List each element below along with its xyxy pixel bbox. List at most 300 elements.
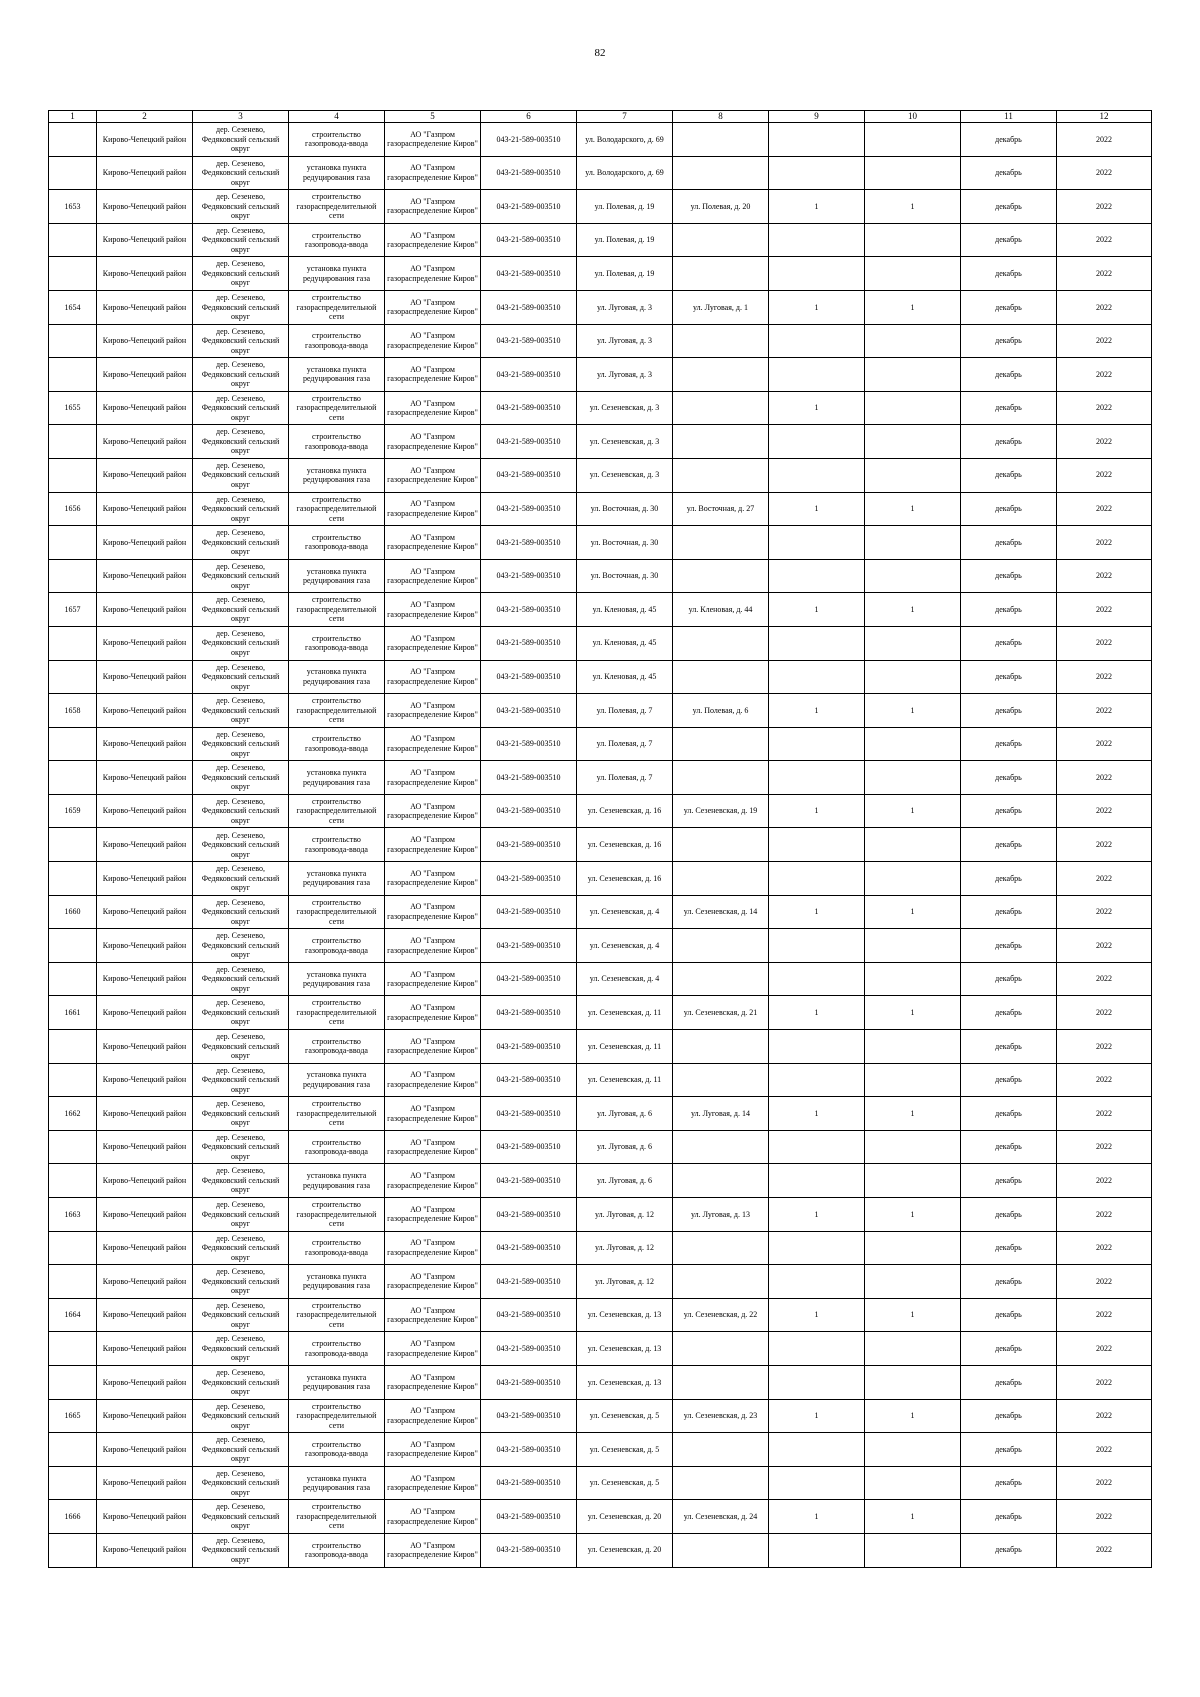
locality-cell [193, 1097, 289, 1131]
address-cell-text: ул. Сезеневская, д. 5 [589, 1411, 660, 1421]
district-cell-text: Кирово-Чепецкий район [102, 201, 187, 211]
row-number-cell-text: 1656 [64, 504, 81, 514]
month-cell [961, 358, 1057, 392]
organization-cell [385, 559, 481, 593]
address-cell-text: ул. Сезеневская, д. 3 [589, 436, 660, 446]
row-number-cell-text: 1653 [64, 201, 81, 211]
year-cell [1057, 593, 1152, 627]
work-type-cell-text: строительство газораспределительной сети [296, 796, 377, 825]
month-cell [961, 223, 1057, 257]
organization-cell [385, 828, 481, 862]
year-cell-text: 2022 [1096, 369, 1112, 379]
month-cell-text: декабрь [995, 1075, 1022, 1085]
column-header: 8 [673, 111, 769, 123]
locality-cell [193, 190, 289, 224]
month-cell [961, 1466, 1057, 1500]
address-cell [577, 727, 673, 761]
table-row [49, 895, 1152, 929]
work-type-cell-text: строительство газопровода-ввода [305, 835, 368, 854]
district-cell-text: Кирово-Чепецкий район [102, 604, 187, 614]
column-9-cell-text: 1 [814, 1310, 819, 1320]
district-cell [97, 929, 193, 963]
locality-cell [193, 1332, 289, 1366]
year-cell-text: 2022 [1096, 1377, 1112, 1387]
work-type-cell [289, 290, 385, 324]
column-10-cell-text: 1 [910, 806, 915, 816]
row-number-cell [49, 862, 97, 896]
address-cell-text: ул. Кленовая, д. 45 [592, 604, 657, 614]
district-cell-text: Кирово-Чепецкий район [102, 1209, 187, 1219]
code-cell-text: 043-21-589-003510 [496, 1108, 561, 1118]
month-cell [961, 862, 1057, 896]
row-number-cell [49, 559, 97, 593]
column-10-cell [865, 828, 961, 862]
district-cell-text: Кирово-Чепецкий район [102, 940, 187, 950]
month-cell [961, 1231, 1057, 1265]
code-cell-text: 043-21-589-003510 [496, 1310, 561, 1320]
code-cell [481, 1500, 577, 1534]
column-10-cell [865, 996, 961, 1030]
district-cell [97, 996, 193, 1030]
organization-cell [385, 1030, 481, 1064]
district-cell-text: Кирово-Чепецкий район [102, 1377, 187, 1387]
year-cell [1057, 929, 1152, 963]
table-row [49, 862, 1152, 896]
district-cell [97, 727, 193, 761]
locality-cell [193, 794, 289, 828]
locality-cell-text: дер. Сезенево, Федяковский сельский округ [201, 158, 280, 187]
second-address-cell [673, 895, 769, 929]
work-type-cell [289, 257, 385, 291]
month-cell-text: декабрь [995, 436, 1022, 446]
table-row [49, 1365, 1152, 1399]
work-type-cell-text: строительство газораспределительной сети [296, 1099, 377, 1128]
table-row [49, 1231, 1152, 1265]
work-type-cell-text: строительство газораспределительной сети [296, 897, 377, 926]
code-cell [481, 1298, 577, 1332]
organization-cell-text: АО "Газпром газораспределение Киров" [387, 532, 478, 552]
district-cell-text: Кирово-Чепецкий район [102, 1411, 187, 1421]
district-cell [97, 593, 193, 627]
district-cell [97, 794, 193, 828]
column-10-cell [865, 492, 961, 526]
second-address-cell [673, 1198, 769, 1232]
district-cell-text: Кирово-Чепецкий район [102, 571, 187, 581]
table-row [49, 123, 1152, 157]
column-10-cell [865, 1030, 961, 1064]
month-cell [961, 492, 1057, 526]
work-type-cell [289, 1365, 385, 1399]
column-9-cell [769, 1097, 865, 1131]
locality-cell [193, 1433, 289, 1467]
code-cell-text: 043-21-589-003510 [496, 336, 561, 346]
year-cell [1057, 257, 1152, 291]
organization-cell [385, 391, 481, 425]
year-cell [1057, 324, 1152, 358]
row-number-cell [49, 358, 97, 392]
month-cell-text: декабрь [995, 268, 1022, 278]
row-number-cell-text: 1661 [64, 1007, 81, 1017]
table-row [49, 190, 1152, 224]
row-number-cell [49, 391, 97, 425]
district-cell-text: Кирово-Чепецкий район [102, 1276, 187, 1286]
column-header: 1 [49, 111, 97, 123]
second-address-cell-text: ул. Сезеневская, д. 19 [683, 806, 758, 816]
month-cell-text: декабрь [995, 672, 1022, 682]
code-cell [481, 929, 577, 963]
organization-cell [385, 1332, 481, 1366]
column-header: 4 [289, 111, 385, 123]
column-10-cell [865, 458, 961, 492]
locality-cell-text: дер. Сезенево, Федяковский сельский округ [201, 595, 280, 624]
work-type-cell [289, 559, 385, 593]
row-number-cell [49, 1399, 97, 1433]
address-cell-text: ул. Луговая, д. 6 [597, 1108, 652, 1118]
district-cell [97, 962, 193, 996]
work-type-cell [289, 593, 385, 627]
row-number-cell [49, 1097, 97, 1131]
year-cell [1057, 1298, 1152, 1332]
second-address-cell-text: ул. Сезеневская, д. 21 [683, 1007, 758, 1017]
second-address-cell [673, 1063, 769, 1097]
month-cell [961, 156, 1057, 190]
row-number-cell-text: 1663 [64, 1209, 81, 1219]
work-type-cell [289, 694, 385, 728]
column-9-cell [769, 794, 865, 828]
month-cell [961, 324, 1057, 358]
year-cell [1057, 1164, 1152, 1198]
code-cell [481, 1265, 577, 1299]
address-cell-text: ул. Сезеневская, д. 4 [589, 974, 660, 984]
column-10-cell [865, 1097, 961, 1131]
code-cell-text: 043-21-589-003510 [496, 1276, 561, 1286]
month-cell-text: декабрь [995, 1041, 1022, 1051]
year-cell [1057, 290, 1152, 324]
column-10-cell [865, 223, 961, 257]
table-row [49, 1466, 1152, 1500]
row-number-cell-text: 1658 [64, 705, 81, 715]
row-number-cell [49, 1533, 97, 1567]
month-cell [961, 895, 1057, 929]
address-cell-text: ул. Сезеневская, д. 4 [589, 907, 660, 917]
column-10-cell [865, 290, 961, 324]
second-address-cell [673, 593, 769, 627]
code-cell [481, 895, 577, 929]
column-10-cell [865, 895, 961, 929]
table-row [49, 794, 1152, 828]
organization-cell-text: АО "Газпром газораспределение Киров" [387, 633, 478, 653]
code-cell [481, 694, 577, 728]
code-cell [481, 290, 577, 324]
locality-cell-text: дер. Сезенево, Федяковский сельский округ [201, 628, 280, 657]
year-cell-text: 2022 [1096, 840, 1112, 850]
district-cell-text: Кирово-Чепецкий район [102, 1175, 187, 1185]
work-type-cell [289, 1533, 385, 1567]
work-type-cell [289, 1466, 385, 1500]
column-9-cell [769, 458, 865, 492]
district-cell [97, 1030, 193, 1064]
district-cell [97, 290, 193, 324]
column-9-cell [769, 358, 865, 392]
address-cell [577, 1500, 673, 1534]
year-cell [1057, 761, 1152, 795]
organization-cell [385, 257, 481, 291]
month-cell-text: декабрь [995, 168, 1022, 178]
second-address-cell-text: ул. Восточная, д. 27 [686, 504, 755, 514]
code-cell [481, 425, 577, 459]
year-cell [1057, 526, 1152, 560]
table-row [49, 962, 1152, 996]
organization-cell-text: АО "Газпром газораспределение Киров" [387, 331, 478, 350]
work-type-cell-text: строительство газопровода-ввода [305, 230, 368, 250]
address-cell [577, 492, 673, 526]
locality-cell [193, 626, 289, 660]
month-cell-text: декабрь [995, 1243, 1022, 1253]
code-cell [481, 962, 577, 996]
address-cell [577, 358, 673, 392]
code-cell [481, 1130, 577, 1164]
month-cell-text: декабрь [995, 537, 1022, 547]
work-type-cell-text: строительство газораспределительной сети [296, 1502, 377, 1531]
second-address-cell [673, 1130, 769, 1164]
address-cell-text: ул. Сезеневская, д. 3 [589, 470, 660, 480]
row-number-cell-text: 1657 [64, 604, 81, 614]
month-cell-text: декабрь [995, 1310, 1022, 1320]
second-address-cell-text: ул. Сезеневская, д. 14 [683, 907, 758, 917]
column-9-cell [769, 1198, 865, 1232]
row-number-cell [49, 794, 97, 828]
district-cell [97, 391, 193, 425]
organization-cell [385, 425, 481, 459]
locality-cell [193, 660, 289, 694]
code-cell-text: 043-21-589-003510 [496, 201, 561, 211]
address-cell [577, 1030, 673, 1064]
second-address-cell [673, 1097, 769, 1131]
work-type-cell-text: строительство газопровода-ввода [305, 1036, 368, 1056]
column-9-cell-text: 1 [814, 806, 819, 816]
address-cell [577, 324, 673, 358]
year-cell [1057, 156, 1152, 190]
district-cell [97, 1433, 193, 1467]
code-cell-text: 043-21-589-003510 [496, 369, 561, 379]
address-cell-text: ул. Сезеневская, д. 3 [589, 403, 660, 413]
month-cell-text: декабрь [995, 403, 1022, 413]
organization-cell-text: АО "Газпром газораспределение Киров" [387, 835, 478, 854]
year-cell-text: 2022 [1096, 302, 1112, 312]
code-cell-text: 043-21-589-003510 [496, 1545, 561, 1555]
organization-cell-text: АО "Газпром газораспределение Киров" [387, 1439, 478, 1459]
column-10-cell [865, 425, 961, 459]
locality-cell-text: дер. Сезенево, Федяковский сельский округ [201, 897, 280, 926]
column-9-cell [769, 1063, 865, 1097]
row-number-cell [49, 257, 97, 291]
district-cell-text: Кирово-Чепецкий район [102, 268, 187, 278]
row-number-cell-text: 1654 [64, 302, 81, 312]
month-cell-text: декабрь [995, 907, 1022, 917]
code-cell [481, 1164, 577, 1198]
organization-cell-text: АО "Газпром газораспределение Киров" [387, 902, 478, 921]
work-type-cell [289, 862, 385, 896]
column-9-cell-text: 1 [814, 1411, 819, 1421]
month-cell-text: декабрь [995, 1478, 1022, 1488]
code-cell [481, 1533, 577, 1567]
address-cell [577, 794, 673, 828]
column-9-cell [769, 1365, 865, 1399]
locality-cell [193, 1365, 289, 1399]
locality-cell-text: дер. Сезенево, Федяковский сельский округ [201, 1032, 280, 1061]
table-row [49, 1063, 1152, 1097]
code-cell-text: 043-21-589-003510 [496, 806, 561, 816]
column-10-cell [865, 526, 961, 560]
month-cell-text: декабрь [995, 840, 1022, 850]
address-cell-text: ул. Володарского, д. 69 [585, 134, 664, 144]
address-cell-text: ул. Сезеневская, д. 20 [587, 1545, 662, 1555]
column-9-cell-text: 1 [814, 201, 819, 211]
second-address-cell-text: ул. Сезеневская, д. 24 [683, 1511, 758, 1521]
year-cell [1057, 223, 1152, 257]
district-cell-text: Кирово-Чепецкий район [102, 537, 187, 547]
district-cell-text: Кирово-Чепецкий район [102, 705, 187, 715]
organization-cell [385, 727, 481, 761]
organization-cell-text: АО "Газпром газораспределение Киров" [387, 163, 478, 182]
code-cell-text: 043-21-589-003510 [496, 907, 561, 917]
month-cell [961, 123, 1057, 157]
address-cell [577, 996, 673, 1030]
code-cell [481, 257, 577, 291]
code-cell [481, 593, 577, 627]
column-10-cell-text: 1 [910, 1108, 915, 1118]
year-cell-text: 2022 [1096, 1175, 1112, 1185]
row-number-cell [49, 1332, 97, 1366]
address-cell [577, 425, 673, 459]
organization-cell [385, 1265, 481, 1299]
year-cell-text: 2022 [1096, 134, 1112, 144]
work-type-cell [289, 492, 385, 526]
locality-cell-text: дер. Сезенево, Федяковский сельский округ [201, 293, 280, 322]
district-cell [97, 1265, 193, 1299]
district-cell [97, 1533, 193, 1567]
locality-cell [193, 828, 289, 862]
work-type-cell-text: установка пункта редуцирования газа [302, 768, 371, 787]
month-cell [961, 1198, 1057, 1232]
locality-cell-text: дер. Сезенево, Федяковский сельский округ [201, 125, 280, 154]
address-cell [577, 458, 673, 492]
address-cell-text: ул. Сезеневская, д. 16 [587, 806, 662, 816]
organization-cell-text: АО "Газпром газораспределение Киров" [387, 1339, 478, 1358]
address-cell-text: ул. Сезеневская, д. 11 [587, 1041, 662, 1051]
district-cell-text: Кирово-Чепецкий район [102, 369, 187, 379]
column-10-cell [865, 727, 961, 761]
code-cell [481, 391, 577, 425]
column-10-cell [865, 794, 961, 828]
second-address-cell [673, 862, 769, 896]
column-10-cell [865, 761, 961, 795]
organization-cell [385, 1097, 481, 1131]
address-cell-text: ул. Сезеневская, д. 11 [587, 1007, 662, 1017]
work-type-cell [289, 156, 385, 190]
address-cell-text: ул. Сезеневская, д. 13 [587, 1377, 662, 1387]
locality-cell-text: дер. Сезенево, Федяковский сельский округ [201, 1300, 280, 1329]
organization-cell-text: АО "Газпром газораспределение Киров" [387, 1271, 478, 1291]
locality-cell [193, 559, 289, 593]
locality-cell-text: дер. Сезенево, Федяковский сельский округ [201, 1166, 280, 1195]
month-cell-text: декабрь [995, 1343, 1022, 1353]
month-cell [961, 962, 1057, 996]
code-cell [481, 324, 577, 358]
locality-cell-text: дер. Сезенево, Федяковский сельский округ [201, 326, 280, 355]
table-row [49, 458, 1152, 492]
table-row [49, 1164, 1152, 1198]
month-cell-text: декабрь [995, 705, 1022, 715]
column-9-cell [769, 1466, 865, 1500]
code-cell [481, 794, 577, 828]
column-9-cell [769, 1130, 865, 1164]
month-cell [961, 660, 1057, 694]
organization-cell-text: АО "Газпром газораспределение Киров" [387, 868, 478, 888]
table-row [49, 996, 1152, 1030]
column-9-cell [769, 1332, 865, 1366]
work-type-cell [289, 962, 385, 996]
organization-cell-text: АО "Газпром газораспределение Киров" [387, 1238, 478, 1257]
organization-cell-text: АО "Газпром газораспределение Киров" [387, 1406, 478, 1425]
year-cell [1057, 694, 1152, 728]
table-row [49, 391, 1152, 425]
year-cell-text: 2022 [1096, 1343, 1112, 1353]
work-type-cell [289, 123, 385, 157]
code-cell-text: 043-21-589-003510 [496, 1075, 561, 1085]
address-cell-text: ул. Луговая, д. 6 [597, 1142, 652, 1152]
organization-cell [385, 492, 481, 526]
year-cell [1057, 1433, 1152, 1467]
year-cell-text: 2022 [1096, 1511, 1112, 1521]
address-cell [577, 1399, 673, 1433]
organization-cell-text: АО "Газпром газораспределение Киров" [387, 1003, 478, 1022]
district-cell-text: Кирово-Чепецкий район [102, 235, 187, 245]
column-9-cell-text: 1 [814, 604, 819, 614]
month-cell [961, 559, 1057, 593]
code-cell-text: 043-21-589-003510 [496, 940, 561, 950]
organization-cell-text: АО "Газпром газораспределение Киров" [387, 1204, 478, 1224]
district-cell-text: Кирово-Чепецкий район [102, 470, 187, 480]
locality-cell [193, 257, 289, 291]
locality-cell [193, 1533, 289, 1567]
locality-cell [193, 1466, 289, 1500]
year-cell [1057, 358, 1152, 392]
work-type-cell [289, 458, 385, 492]
work-type-cell [289, 1399, 385, 1433]
address-cell [577, 190, 673, 224]
row-number-cell [49, 694, 97, 728]
locality-cell-text: дер. Сезенево, Федяковский сельский округ [201, 1099, 280, 1128]
table-row [49, 626, 1152, 660]
address-cell [577, 694, 673, 728]
year-cell [1057, 1365, 1152, 1399]
second-address-cell [673, 962, 769, 996]
locality-cell-text: дер. Сезенево, Федяковский сельский округ [201, 696, 280, 725]
locality-cell [193, 358, 289, 392]
organization-cell-text: АО "Газпром газораспределение Киров" [387, 969, 478, 989]
locality-cell-text: дер. Сезенево, Федяковский сельский округ [201, 1368, 280, 1397]
column-9-cell [769, 223, 865, 257]
organization-cell [385, 929, 481, 963]
column-10-cell-text: 1 [910, 1310, 915, 1320]
column-10-cell [865, 1533, 961, 1567]
organization-cell [385, 458, 481, 492]
work-type-cell-text: строительство газопровода-ввода [305, 331, 368, 350]
address-cell-text: ул. Восточная, д. 30 [590, 571, 659, 581]
column-9-cell [769, 727, 865, 761]
table-row [49, 526, 1152, 560]
